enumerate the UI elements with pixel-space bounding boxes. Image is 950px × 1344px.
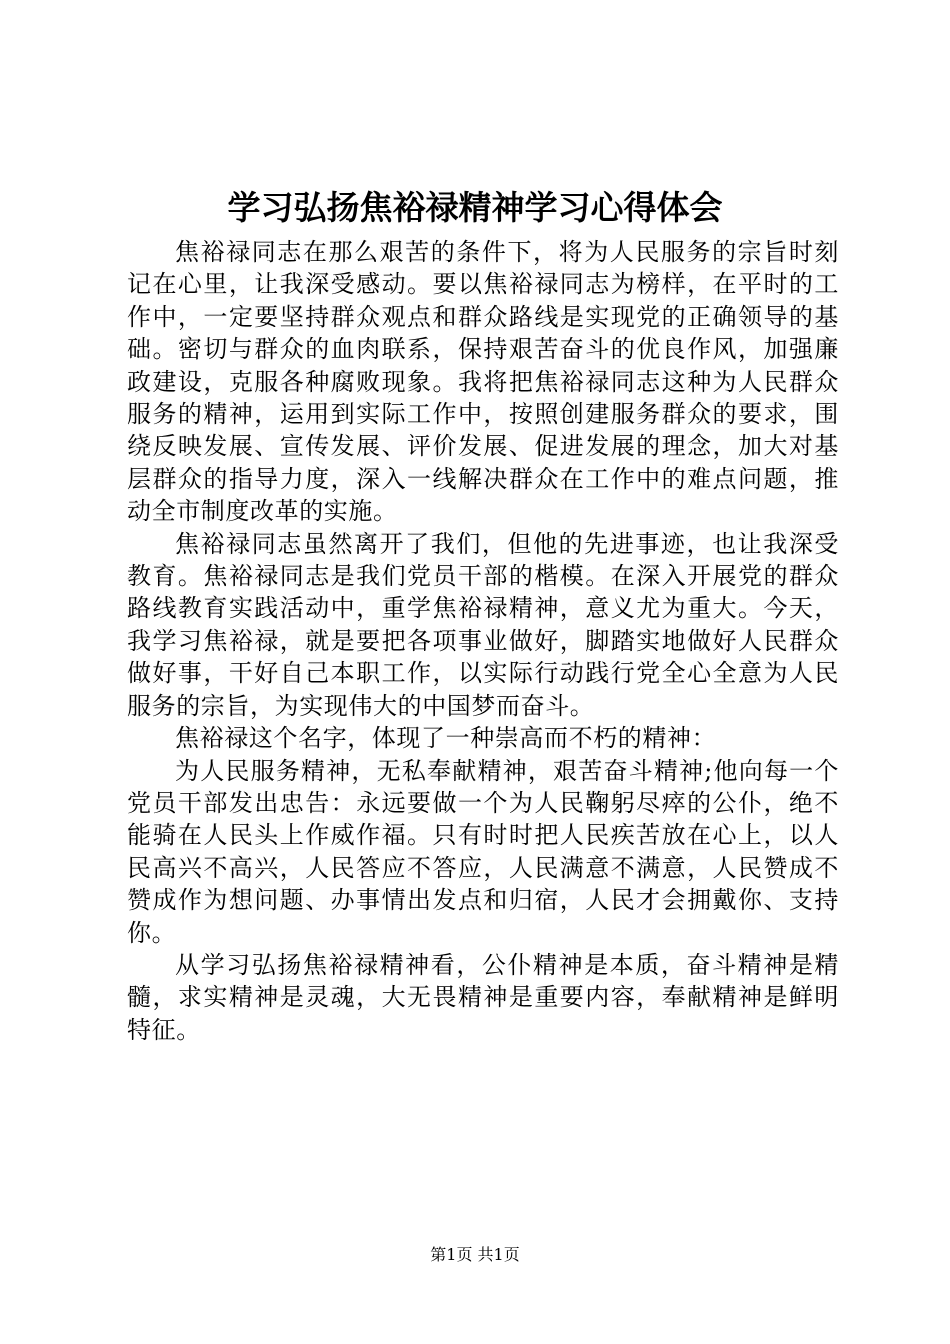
paragraph: 为人民服务精神，无私奉献精神，艰苦奋斗精神;他向每一个党员干部发出忠告：永远要做一个为人民鞠躬尽瘁的公仆，绝不能骑在人民头上作威作福。只有时时把人民疾苦放在心上，以人民高兴不高兴，人民答应不答应，人民满意不满意，人民赞成不赞成作为想问题、办事情出发点和归宿，人民才会拥戴你、支持你。 — [127, 756, 839, 947]
paragraph: 从学习弘扬焦裕禄精神看，公仆精神是本质，奋斗精神是精髓，求实精神是灵魂，大无畏精神是重要内容，奉献精神是鲜明特征。 — [127, 950, 839, 1044]
page-title: 学习弘扬焦裕禄精神学习心得体会 — [227, 188, 723, 227]
page-number: 第1页 共1页 — [430, 1245, 520, 1264]
document-body — [127, 236, 839, 1046]
paragraph: 焦裕禄同志在那么艰苦的条件下，将为人民服务的宗旨时刻记在心里，让我深受感动。要以焦裕禄同志为榜样，在平时的工作中，一定要坚持群众观点和群众路线是实现党的正确领导的基础。密切与群众的血肉联系，保持艰苦奋斗的优良作风，加强廉政建设，克服各种腐败现象。我将把焦裕禄同志这种为人民群众服务的精神，运用到实际工作中，按照创建服务群众的要求，围绕反映发展、宣传发展、评价发展、促进发展的理念，加大对基层群众的指导力度，深入一线解决群众在工作中的难点问题，推动全市制度改革的实施。 — [127, 238, 839, 526]
paragraph: 焦裕禄这个名字，体现了一种崇高而不朽的精神： — [175, 724, 717, 753]
paragraph: 焦裕禄同志虽然离开了我们，但他的先进事迹，也让我深受教育。焦裕禄同志是我们党员干部的楷模。在深入开展党的群众路线教育实践活动中，重学焦裕禄精神，意义尤为重大。今天，我学习焦裕禄，就是要把各项事业做好，脚踏实地做好人民群众做好事，干好自己本职工作，以实际行动践行党全心全意为人民服务的宗旨，为实现伟大的中国梦而奋斗。 — [127, 529, 839, 720]
